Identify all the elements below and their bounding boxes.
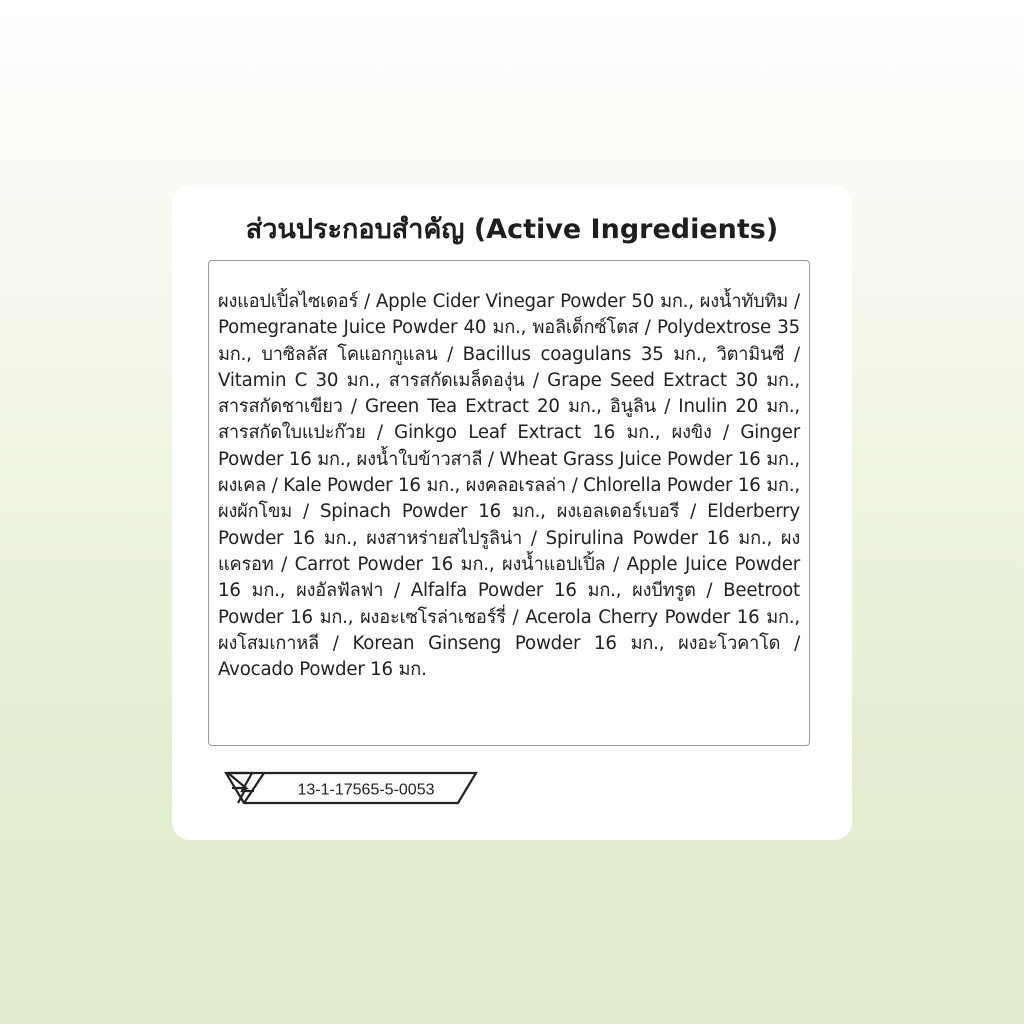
- fda-badge: [222, 771, 478, 805]
- ingredients-card: [172, 185, 852, 840]
- ingredients-text: ผงแอปเปิ้ลไซเดอร์ / Apple Cider Vinegar Powder 50 มก., ผงน้ำทับทิม / Pomegranate Juice Powder 40 มก., พอลิเด็กซ์โตส / Polydextrose 35 มก., บาซิลลัส โคแอกกูแลน / Bacillus coagulans 35 มก., วิตามินซี / Vitamin C 30 มก., สารสกัดเมล็ดองุ่น / Grape Seed Extract 30 มก., สารสกัดชาเขียว / Green Tea Extract 20 มก., อินูลิน / Inulin 20 มก., สารสกัดใบแปะก๊วย / Ginkgo Leaf Extract 16 มก., ผงขิง / Ginger Powder 16 มก., ผงน้ำใบข้าวสาลี / Wheat Grass Juice Powder 16 มก., ผงเคล / Kale Powder 16 มก., ผงคลอเรลล่า / Chlorella Powder 16 มก., ผงผักโขม / Spinach Powder 16 มก., ผงเอลเดอร์เบอรี / Elderberry Powder 16 มก., ผงสาหร่ายสไปรูลิน่า / Spirulina Powder 16 มก., ผงแครอท / Carrot Powder 16 มก., ผงน้ำแอปเปิ้ล / Apple Juice Powder 16 มก., ผงอัลฟัลฟา / Alfalfa Powder 16 มก., ผงบีทรูต / Beetroot Powder 16 มก., ผงอะเซโรล่าเชอร์รี่ / Acerola Cherry Powder 16 มก., ผงโสมเกาหลี / Korean Ginseng Powder 16 มก., ผงอะโวคาโด / Avocado Powder 16 มก.: [218, 291, 800, 681]
- card-title: ส่วนประกอบสำคัญ (Active Ingredients): [245, 214, 779, 245]
- ingredients-box: [208, 260, 810, 746]
- fda-number: 13-1-17565-5-0053: [297, 781, 435, 799]
